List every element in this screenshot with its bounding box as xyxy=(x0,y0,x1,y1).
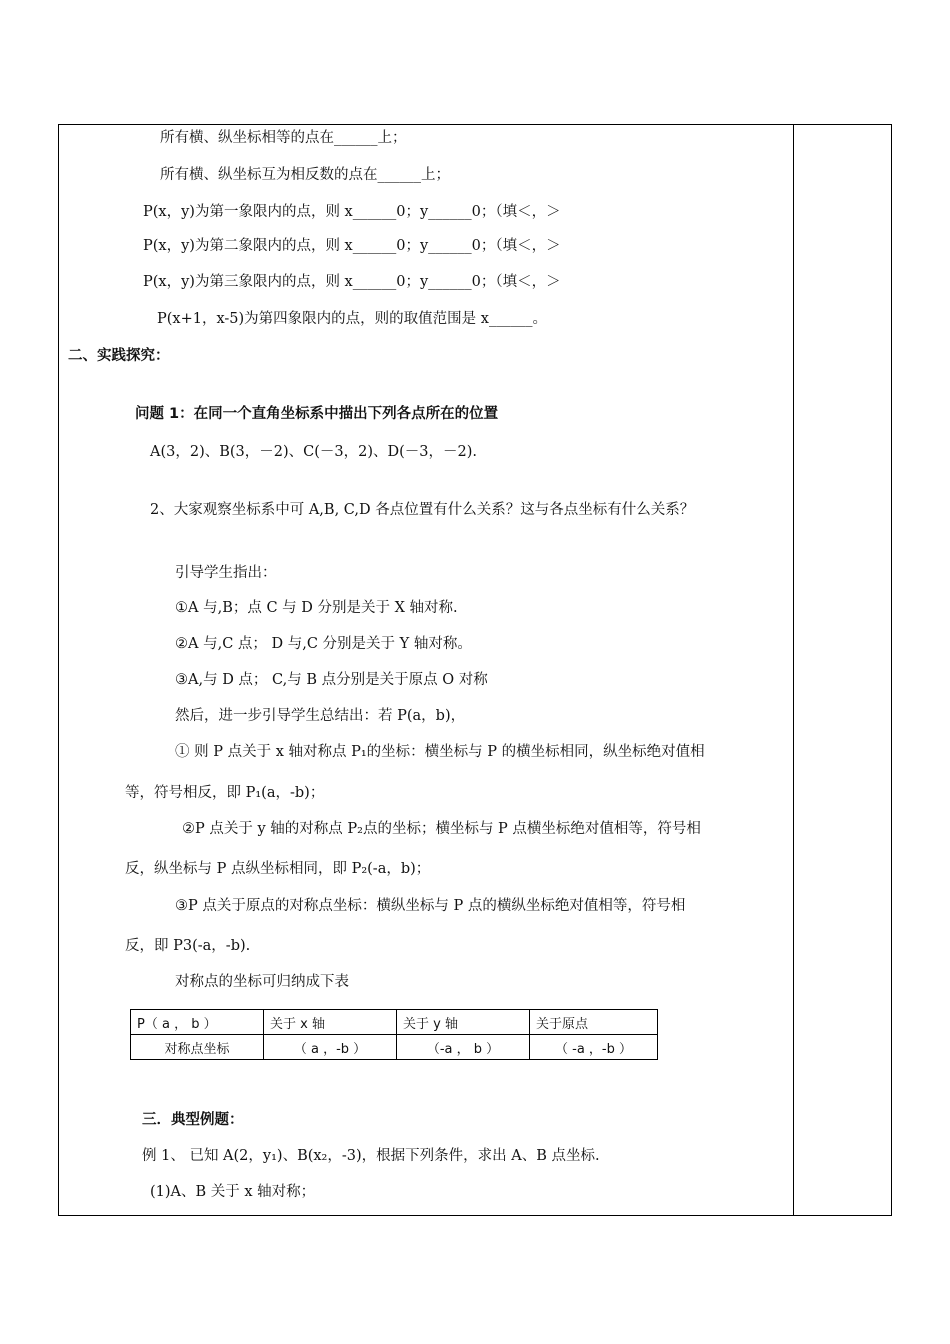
table-cell: （ -a ，-b ） xyxy=(530,1035,658,1060)
rule-3-line-a: ③P 点关于原点的对称点坐标：横纵坐标与 P 点的横纵坐标绝对值相等，符号相 xyxy=(175,898,686,914)
table-header-cell: 关于 y 轴 xyxy=(397,1010,530,1035)
table-caption: 对称点的坐标可归纳成下表 xyxy=(175,974,349,990)
symmetric-points-table xyxy=(130,1009,658,1060)
table-cell: （ a ，-b ） xyxy=(264,1035,397,1060)
table-header-row xyxy=(131,1010,658,1035)
rule-2-line-a: ②P 点关于 y 轴的对称点 P₂点的坐标；横坐标与 P 点横坐标绝对值相等，符号相 xyxy=(182,821,701,837)
line-quadrant-1: P(x，y)为第一象限内的点，则 x______0；y______0；（填＜，＞ xyxy=(143,204,561,220)
rule-2-line-b: 反，纵坐标与 P 点纵坐标相同，即 P₂(-a，b)； xyxy=(125,861,431,877)
table-cell: 对称点坐标 xyxy=(131,1035,264,1060)
guide-point-3: ③A,与 D 点； C,与 B 点分别是关于原点 O 对称 xyxy=(175,672,488,688)
points-list: A(3，2)、B(3，－2)、C(－3，2)、D(－3，－2). xyxy=(150,444,478,460)
example-1: 例 1、 已知 A(2，y₁)、B(x₂，-3)，根据下列条件，求出 A、B 点坐标. xyxy=(142,1148,600,1164)
section-examples-heading: 三．典型例题： xyxy=(142,1112,244,1128)
line-quadrant-3: P(x，y)为第三象限内的点，则 x______0；y______0；（填＜，＞ xyxy=(143,274,561,290)
question-2: 2、大家观察坐标系中可 A,B, C,D 各点位置有什么关系？这与各点坐标有什么关系？ xyxy=(150,502,695,518)
line-opposite-coords: 所有横、纵坐标互为相反数的点在______上； xyxy=(160,167,450,183)
right-column-divider xyxy=(793,124,794,1216)
guide-intro: 引导学生指出： xyxy=(175,565,277,581)
section-practice-heading: 二、实践探究： xyxy=(68,348,170,364)
guide-point-1: ①A 与,B；点 C 与 D 分别是关于 X 轴对称. xyxy=(175,600,458,616)
rule-1-line-b: 等，符号相反，即 P₁(a，-b)； xyxy=(125,785,325,801)
table-cell: （-a ， b ） xyxy=(397,1035,530,1060)
question-1: 问题 1：在同一个直角坐标系中描出下列各点所在的位置 xyxy=(135,406,499,422)
rule-3-line-b: 反，即 P3(-a，-b). xyxy=(125,938,251,954)
line-quadrant-2: P(x，y)为第二象限内的点，则 x______0；y______0；（填＜，＞ xyxy=(143,238,561,254)
line-quadrant-4: P(x+1，x-5)为第四象限内的点，则的取值范围是 x______。 xyxy=(157,311,547,327)
guide-point-2: ②A 与,C 点； D 与,C 分别是关于 Y 轴对称。 xyxy=(175,636,472,652)
line-equal-coords: 所有横、纵坐标相等的点在______上； xyxy=(160,130,407,146)
rule-1-line-a: ① 则 P 点关于 x 轴对称点 P₁的坐标：横坐标与 P 的横坐标相同，纵坐标绝对值相 xyxy=(175,744,705,760)
example-1-part-1: (1)A、B 关于 x 轴对称； xyxy=(150,1184,316,1200)
guide-summary: 然后，进一步引导学生总结出：若 P(a，b)， xyxy=(175,708,466,724)
table-header-cell: 关于 x 轴 xyxy=(264,1010,397,1035)
table-header-cell: P（ a ， b ） xyxy=(131,1010,264,1035)
table-header-cell: 关于原点 xyxy=(530,1010,658,1035)
table-row xyxy=(131,1035,658,1060)
